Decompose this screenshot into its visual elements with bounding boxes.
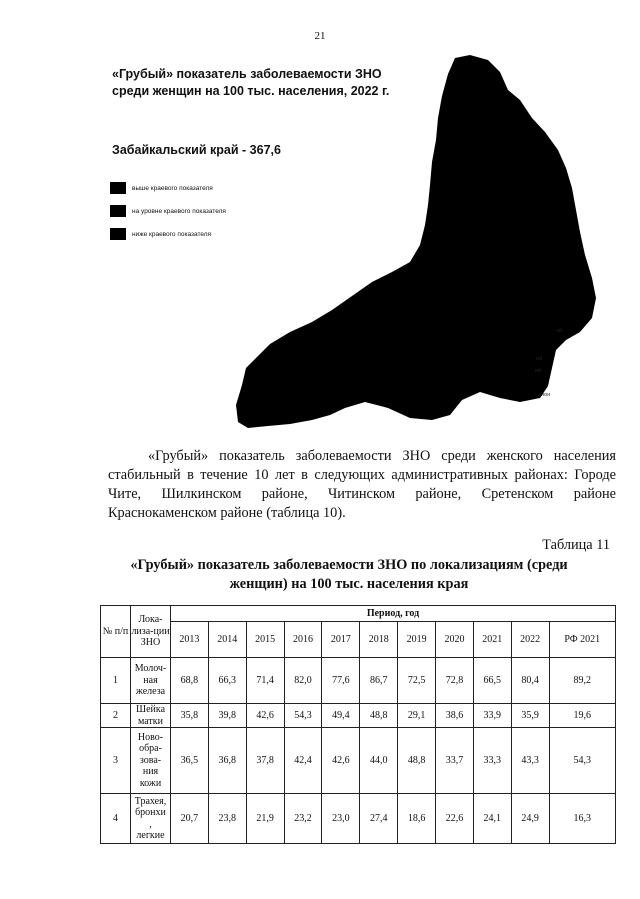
localization-line: Ново- [137, 731, 164, 743]
header-year: 2021 [473, 622, 511, 658]
value-cell: 18,6 [398, 794, 436, 844]
localization-line: Трахея, [134, 795, 167, 807]
row-number: 4 [101, 794, 131, 844]
value-cell: 48,8 [398, 728, 436, 794]
value-cell: 71,4 [246, 658, 284, 704]
value-cell: 36,8 [208, 728, 246, 794]
row-number: 3 [101, 728, 131, 794]
localization-line: ния [142, 766, 159, 778]
page-number: 21 [314, 30, 326, 42]
header-year: 2020 [436, 622, 474, 658]
value-cell: 72,8 [436, 658, 474, 704]
localization-line: бронхи [135, 807, 166, 818]
map-title: «Грубый» показатель заболеваемости ЗНО среди женщин на 100 тыс. населения, 2022 г. [112, 67, 390, 98]
header-year: РФ 2021 [549, 622, 615, 658]
table-row [101, 728, 616, 794]
localization-line: , [149, 818, 152, 830]
district-label: ой [556, 328, 563, 334]
value-cell: 66,3 [208, 658, 246, 704]
localization-line: кожи [139, 777, 162, 789]
value-cell: 77,6 [322, 658, 360, 704]
value-cell: 27,4 [360, 794, 398, 844]
value-cell: 72,5 [398, 658, 436, 704]
table-row [101, 794, 616, 844]
header-year: 2016 [284, 622, 322, 658]
incidence-table [100, 605, 616, 844]
value-cell: 33,7 [436, 728, 474, 794]
header-period: Период, год [171, 606, 616, 622]
value-cell: 29,1 [398, 704, 436, 728]
localization-line: зова- [139, 754, 162, 766]
value-cell: 54,3 [284, 704, 322, 728]
value-cell: 66,5 [473, 658, 511, 704]
value-cell: 23,0 [322, 794, 360, 844]
district-label: ий [535, 368, 542, 374]
body-paragraph [108, 447, 616, 523]
value-cell: 48,8 [360, 704, 398, 728]
region-total: Забайкальский край - 367,6 [112, 143, 281, 157]
value-cell: 35,8 [171, 704, 209, 728]
table-row [101, 704, 616, 728]
header-year: 2014 [208, 622, 246, 658]
header-year: 2013 [171, 622, 209, 658]
value-cell: 33,3 [473, 728, 511, 794]
row-localization [131, 704, 171, 728]
localization-line: обра- [139, 743, 162, 755]
header-year: 2017 [322, 622, 360, 658]
value-cell: 24,1 [473, 794, 511, 844]
legend-label: на уровне краевого показателя [132, 207, 226, 215]
value-cell: 80,4 [511, 658, 549, 704]
value-cell: 37,8 [246, 728, 284, 794]
legend-item-level [110, 203, 226, 219]
header-year: 2022 [511, 622, 549, 658]
localization-line: матки [137, 715, 164, 727]
table-row [101, 658, 616, 704]
value-cell: 86,7 [360, 658, 398, 704]
localization-line: легкие [136, 830, 165, 841]
district-label: ий [536, 356, 543, 362]
table-title: «Грубый» показатель заболеваемости ЗНО по локализациям (среди женщин) на 100 тыс. населения края [130, 557, 568, 592]
value-cell: 23,2 [284, 794, 322, 844]
legend-swatch [110, 182, 126, 194]
row-localization [131, 728, 171, 794]
value-cell: 38,6 [436, 704, 474, 728]
legend-label: выше краевого показателя [132, 184, 213, 192]
legend-label: ниже краевого показателя [132, 230, 212, 238]
value-cell: 43,3 [511, 728, 549, 794]
header-year: 2015 [246, 622, 284, 658]
header-num: № п/п [101, 606, 131, 658]
district-label: айон [538, 392, 551, 398]
value-cell: 16,3 [549, 794, 615, 844]
value-cell: 19,6 [549, 704, 615, 728]
row-number: 1 [101, 658, 131, 704]
value-cell: 22,6 [436, 794, 474, 844]
value-cell: 54,3 [549, 728, 615, 794]
row-localization [131, 794, 171, 844]
value-cell: 33,9 [473, 704, 511, 728]
localization-line: железа [135, 686, 166, 698]
row-localization [131, 658, 171, 704]
legend-item-below [110, 226, 226, 242]
value-cell: 20,7 [171, 794, 209, 844]
value-cell: 36,5 [171, 728, 209, 794]
value-cell: 42,6 [246, 704, 284, 728]
value-cell: 21,9 [246, 794, 284, 844]
map-region-silhouette [236, 55, 596, 428]
value-cell: 82,0 [284, 658, 322, 704]
value-cell: 49,4 [322, 704, 360, 728]
header-localization: Лока-лиза-ции ЗНО [131, 606, 171, 658]
header-year: 2019 [398, 622, 436, 658]
legend-item-above [110, 180, 226, 196]
legend-swatch [110, 205, 126, 217]
value-cell: 24,9 [511, 794, 549, 844]
paragraph-text: «Грубый» показатель заболеваемости ЗНО среди женского населения стабильный в течение 10 лет в следующих административных районах: Городе Чите, Шилкинском районе, Читинском районе, Сретенском районе Краснокаменском районе (таблица 10). [108, 448, 616, 521]
value-cell: 68,8 [171, 658, 209, 704]
map-legend [110, 180, 226, 249]
localization-line: ная [143, 674, 158, 686]
row-number: 2 [101, 704, 131, 728]
value-cell: 89,2 [549, 658, 615, 704]
value-cell: 23,8 [208, 794, 246, 844]
value-cell: 35,9 [511, 704, 549, 728]
value-cell: 42,4 [284, 728, 322, 794]
localization-line: Молоч- [134, 663, 167, 675]
header-year: 2018 [360, 622, 398, 658]
table-number: Таблица 11 [542, 537, 610, 553]
value-cell: 44,0 [360, 728, 398, 794]
legend-swatch [110, 228, 126, 240]
value-cell: 42,6 [322, 728, 360, 794]
value-cell: 39,8 [208, 704, 246, 728]
localization-line: Шейка [135, 704, 166, 715]
